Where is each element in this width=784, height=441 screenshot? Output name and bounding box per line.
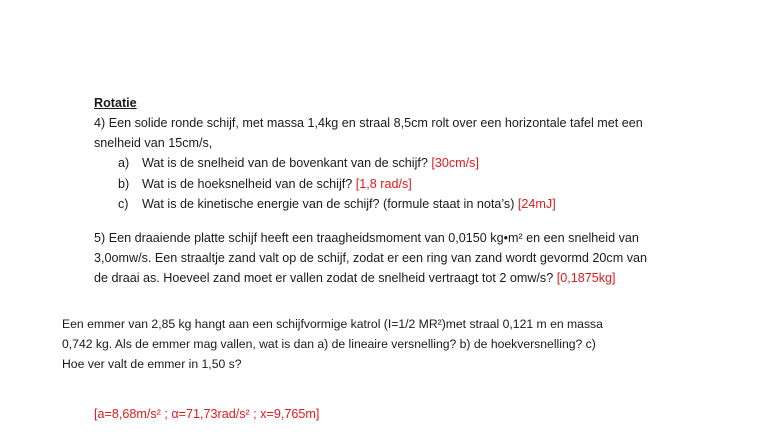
q4-intro-line2: snelheid van 15cm/s,: [94, 136, 213, 150]
heading-rotatie: Rotatie: [94, 96, 137, 110]
q4-item-b: [118, 176, 412, 192]
q5-line3-text: de draai as. Hoeveel zand moet er vallen zodat de snelheid vertraagt tot 2 omw/s?: [94, 271, 557, 285]
q5-line2: 3,0omw/s. Een straaltje zand valt op de schijf, zodat er een ring van zand wordt gevormd 20cm van: [94, 251, 648, 265]
q4-item-a-label: a): [118, 156, 130, 170]
q4-item-a-text: Wat is de snelheid van de bovenkant van de schijf?: [142, 156, 432, 170]
q4-item-b-label: b): [118, 177, 130, 191]
q4-item-c-text: Wat is de kinetische energie van de schijf? (formule staat in nota’s): [142, 197, 518, 211]
q4-item-a-answer: [30cm/s]: [431, 156, 479, 170]
q5-line3: [94, 270, 616, 286]
q5-line1: 5) Een draaiende platte schijf heeft een traagheidsmoment van 0,0150 kg•m² en een snelheid van: [94, 231, 639, 245]
q4-item-c-answer: [24mJ]: [517, 197, 556, 211]
q4-item-b-text: Wat is de hoeksnelheid van de schijf?: [142, 177, 356, 191]
q6-line3: Hoe ver valt de emmer in 1,50 s?: [62, 357, 242, 371]
q4-item-a: [118, 155, 479, 171]
q6-line1: Een emmer van 2,85 kg hangt aan een schijfvormige katrol (I=1/2 MR²)met straal 0,121 m en massa: [62, 317, 603, 331]
q6-answer: [a=8,68m/s² ; α=71,73rad/s² ; x=9,765m]: [94, 407, 320, 421]
q5-answer: [0,1875kg]: [556, 271, 616, 285]
q4-item-c-label: c): [118, 197, 129, 211]
q4-item-c: [118, 196, 556, 212]
q6-line2: 0,742 kg. Als de emmer mag vallen, wat is dan a) de lineaire versnelling? b) de hoekversnelling? c): [62, 337, 596, 351]
q4-item-b-answer: [1,8 rad/s]: [355, 177, 412, 191]
q4-intro-line1: 4) Een solide ronde schijf, met massa 1,4kg en straal 8,5cm rolt over een horizontale tafel met een: [94, 116, 643, 130]
